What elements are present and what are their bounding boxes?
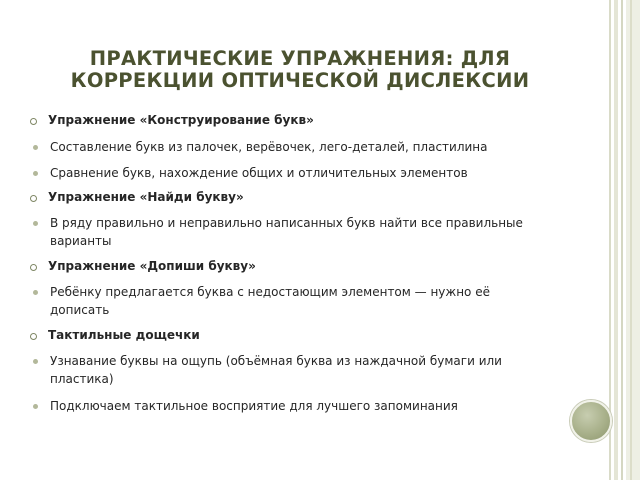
slide-content xyxy=(30,112,550,415)
section-heading-text: Упражнение «Конструирование букв» xyxy=(48,113,314,127)
section-heading-text: Упражнение «Найди букву» xyxy=(48,190,244,204)
bullet-dot-icon xyxy=(33,404,38,409)
list-item xyxy=(30,352,550,388)
list-item xyxy=(30,164,550,182)
list-item xyxy=(30,138,550,156)
section-heading xyxy=(30,258,550,274)
list-item xyxy=(30,283,550,319)
hollow-bullet-icon xyxy=(30,118,37,125)
section-heading-text: Упражнение «Допиши букву» xyxy=(48,259,256,273)
list-item-text: Узнавание буквы на ощупь (объёмная буква из наждачной бумаги или пластика) xyxy=(50,354,502,386)
hollow-bullet-icon xyxy=(30,333,37,340)
list-item-text: Составление букв из палочек, верёвочек, лего-деталей, пластилина xyxy=(50,140,488,154)
section-heading-text: Тактильные дощечки xyxy=(48,328,200,342)
decorative-stripe xyxy=(630,0,632,480)
slide-nav-circle-button[interactable] xyxy=(570,400,612,442)
bullet-dot-icon xyxy=(33,221,38,226)
decorative-stripe xyxy=(626,0,640,480)
bullet-dot-icon xyxy=(33,290,38,295)
bullet-dot-icon xyxy=(33,171,38,176)
decorative-stripe xyxy=(621,0,623,480)
hollow-bullet-icon xyxy=(30,264,37,271)
bullet-dot-icon xyxy=(33,145,38,150)
hollow-bullet-icon xyxy=(30,195,37,202)
list-item xyxy=(30,397,550,415)
section-heading xyxy=(30,112,550,128)
list-item-text: В ряду правильно и неправильно написанных букв найти все правильные варианты xyxy=(50,216,523,248)
list-item-text: Ребёнку предлагается буква с недостающим элементом — нужно её дописать xyxy=(50,285,490,317)
list-item-text: Подключаем тактильное восприятие для лучшего запоминания xyxy=(50,399,458,413)
section-heading xyxy=(30,189,550,205)
list-item xyxy=(30,214,550,250)
section-heading xyxy=(30,327,550,343)
decorative-stripe xyxy=(609,0,611,480)
slide-title: ПРАКТИЧЕСКИЕ УПРАЖНЕНИЯ: ДЛЯ КОРРЕКЦИИ ОПТИЧЕСКОЙ ДИСЛЕКСИИ xyxy=(70,47,530,92)
decorative-stripe xyxy=(614,0,618,480)
list-item-text: Сравнение букв, нахождение общих и отличительных элементов xyxy=(50,166,468,180)
bullet-dot-icon xyxy=(33,359,38,364)
